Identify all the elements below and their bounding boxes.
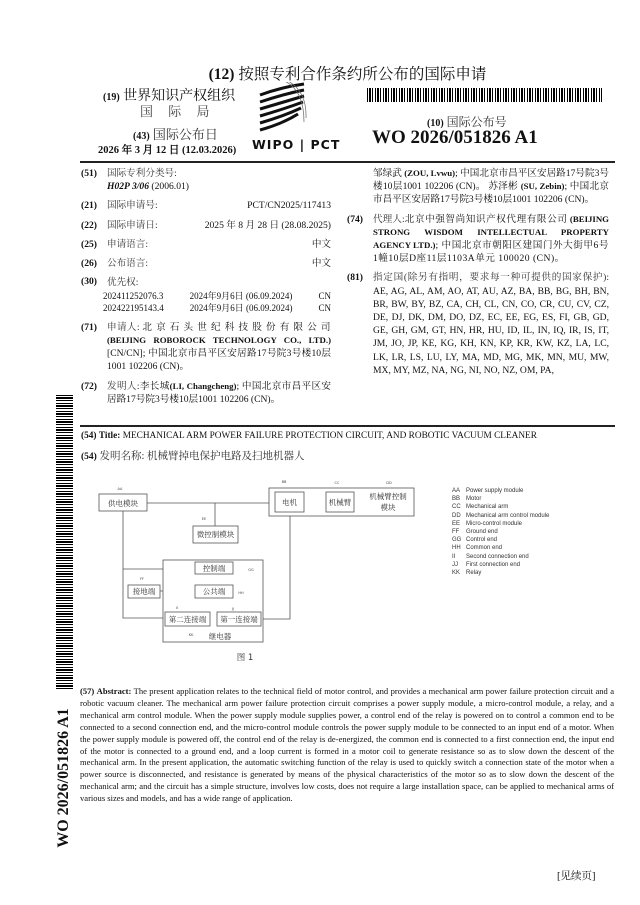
code-label: FF — [139, 577, 145, 581]
second-end-label: 第二连接端 — [168, 615, 207, 624]
code-label: AA — [117, 487, 123, 491]
field-21 — [81, 199, 331, 212]
title-en — [81, 431, 537, 441]
priority-country: CN — [318, 290, 331, 301]
legend-item: GG Control end — [452, 537, 498, 544]
applicant-address: [CN/CN]; 中国北京市昌平区安居路17号院3号楼10层1001 102206 (CN)。 — [107, 348, 331, 373]
inventor-address: ; 中国北京市昌平区安居路17号院3号楼10层1001 102206 (CN)。 — [373, 168, 609, 193]
code-label: JJ — [231, 607, 235, 611]
field-number: (74) — [347, 213, 363, 225]
designated-states: AE, AG, AL, AM, AO, AT, AU, AZ, BA, BB, BG, BH, BN, BR, BW, BY, BZ, CA, CH, CL, CN, CO, CR, CU, CV, CZ, DE, DJ, DK, DM, DO, DZ, EC, EE, EG, ES, FI, GB, GD, GE, GH, GM, GT, HN, HR, HU, ID, IL, IN, IQ, IR, IS, IT, JM, JO, JP, KE, KG, KH, KN, KP, KR, KW, KZ, LA, LC, LK, LR, LS, LU, LY, MA, MD, MG, MK, MN, MU, MW, MX, MY, MZ, NA, NG, NI, NO, NZ, OM, PA, — [373, 285, 609, 376]
inventor-address: ; 中国北京市昌平区安居路17号院3号楼10层1001 102206 (CN)。 — [107, 380, 331, 405]
priority-date: 2024年9月6日 (06.09.2024) — [189, 290, 293, 301]
priority-row — [103, 302, 331, 315]
figure-legend — [452, 487, 549, 577]
bureau: 国 际 局 — [140, 104, 216, 119]
priority-number: 202411252076.3 — [103, 290, 164, 301]
field-number: (43) — [133, 131, 150, 142]
agent-address: ; 中国北京市朝阳区建国门外大街甲6号1幢10层D座11层1103A单元 100020 (CN)。 — [373, 240, 609, 265]
priority-country: CN — [318, 303, 331, 314]
field-number: (19) — [103, 92, 120, 103]
label: 国际公布号 — [446, 115, 507, 129]
label: 国际申请号: — [107, 200, 158, 212]
document-type: 按照专利合作条约所公布的国际申请 — [238, 66, 487, 83]
circuit-diagram — [80, 475, 440, 665]
field-number: (10) — [427, 118, 444, 129]
biblio-right-column — [347, 167, 609, 383]
label: 优先权: — [107, 277, 139, 289]
field-number: (54) — [81, 431, 97, 441]
field-30 — [81, 276, 331, 315]
legend-item: II Second connection end — [452, 553, 529, 560]
field-81 — [347, 271, 609, 377]
applicant-name-cn: 北 京 石 头 世 纪 科 技 股 份 有 限 公 司 — [142, 321, 331, 333]
pub-date: 2026 年 3 月 12 日 (12.03.2026) — [98, 145, 237, 156]
application-number: PCT/CN2025/117413 — [247, 200, 331, 212]
legend-item: CC Mechanical arm — [452, 504, 509, 511]
label: 申请人: — [107, 321, 140, 333]
field-number: (21) — [81, 200, 97, 212]
code-label: CC — [334, 481, 340, 485]
abstract-text: The present application relates to the technical field of motor control, and provides a mechanical arm power failure protection circuit and a robotic vacuum cleaner. The mechanical arm power failure protection circuit comprises a power supply module, a micro-control module, a relay, and a mechanical arm control module. When the power supply module supplies power, a control end of the relay is powered on to control a common end to be connected to a second connection end, and the micro-control module controls the power supply module to be connected to an input end of a motor. When the power supply module is powered off, the control end of the relay is de-energized, the common end is connected to a first connection end, the input end of the motor is connected to a ground end, and a loop current is formed in a motor coil to generate resistance so as to slow down the descent of the mechanical arm. In the present application, the automatic switching function of the relay is used to quickly switch a connection state of the motor when a power source is disconnected, and resistance is generated by means of the physical characteristics of the motor so as to slow down the descent of the mechanical arm; and the circuit has a simple structure, involves low costs, does not require a large installation space, can be applied to mechanical arms of various sizes and models, and has a wide range of application. — [80, 686, 615, 804]
field-72-continued — [347, 167, 609, 207]
field-74 — [347, 213, 609, 266]
field-number: (22) — [81, 219, 97, 231]
legend-item: JJ First connection end — [452, 561, 521, 568]
inventor-name-en: (SU, Zebin) — [520, 181, 565, 192]
abstract — [80, 686, 614, 805]
legend-item: BB Motor — [452, 496, 482, 503]
field-26 — [81, 257, 331, 270]
field-number: (72) — [81, 380, 97, 392]
label: 公布语言: — [107, 258, 149, 270]
field-number: (81) — [347, 272, 363, 284]
relay-label: 继电器 — [208, 632, 232, 641]
first-end-label: 第一连接端 — [220, 615, 258, 624]
applicant-name-en: (BEIJING ROBOROCK TECHNOLOGY CO., LTD.) — [107, 334, 331, 345]
control-end-label: 控制端 — [202, 564, 226, 573]
side-barcode — [56, 395, 73, 690]
label: Title: — [98, 431, 121, 441]
power-supply-label: 供电模块 — [108, 499, 138, 508]
wire — [261, 512, 290, 619]
field-number: (71) — [81, 321, 97, 333]
legend-item: FF Ground end — [452, 529, 498, 536]
wire — [123, 511, 165, 618]
legend-item: EE Micro-control module — [452, 520, 523, 527]
motor-label: 电机 — [282, 498, 297, 507]
field-number: (57) — [80, 686, 95, 696]
priority-date: 2024年9月6日 (06.09.2024) — [189, 303, 293, 314]
field-72 — [81, 380, 331, 406]
side-pub-no-text: WO 2026/051826 A1 — [55, 708, 72, 848]
pub-date-label — [133, 124, 218, 143]
agent-name-en: (BEIJING STRONG WISDOM INTELLECTUAL PROPERTY AGENCY LTD.) — [373, 213, 610, 251]
legend-item: DD Mechanical arm control module — [452, 512, 550, 519]
code-label: BB — [281, 480, 287, 484]
ipc-version: (2006.01) — [149, 181, 189, 193]
common-end-label: 公共端 — [202, 587, 226, 596]
code-label: GG — [248, 568, 254, 572]
wipo-pct-logo-text: WIPO | PCT — [252, 137, 341, 152]
inventor-name-cn: 李长城 — [139, 380, 170, 392]
field-number: (25) — [81, 238, 97, 250]
inventor-address: ; 中国北京市昌平区安居路17号院3号楼10层1001 102206 (CN)。 — [373, 181, 609, 206]
publication-number: WO 2026/051826 A1 — [372, 127, 538, 148]
legend-item: HH Common end — [452, 545, 503, 552]
priority-row — [103, 290, 331, 303]
arm-control-label: 机械臂控制 — [369, 492, 407, 501]
publication-language: 中文 — [311, 258, 331, 270]
inventor-name-en: (ZOU, Lvwu) — [404, 168, 456, 178]
biblio-left-column — [81, 167, 331, 412]
field-number: (51) — [81, 168, 97, 179]
arm-label: 机械臂 — [328, 498, 352, 507]
label: 指定国(除另有指明，要求每一种可提供的国家保护): — [373, 272, 609, 284]
barcode — [367, 88, 602, 102]
field-71 — [81, 321, 331, 374]
label: 申请语言: — [107, 238, 149, 250]
inventor-name-cn: 苏泽彬 — [488, 181, 519, 193]
filing-date: 2025 年 8 月 28 日 (28.08.2025) — [204, 219, 331, 231]
legend-item: AA Power supply module — [452, 488, 524, 494]
code-label: EE — [201, 517, 207, 521]
title-text: MECHANICAL ARM POWER FAILURE PROTECTION CIRCUIT, AND ROBOTIC VACUUM CLEANER — [122, 431, 537, 441]
field-number: (26) — [81, 258, 97, 270]
field-number: (54) — [81, 452, 97, 462]
organization-name: 世界知识产权组织 — [123, 89, 236, 104]
field-51 — [81, 167, 331, 193]
code-label: DD — [386, 481, 392, 485]
title-cn — [81, 448, 305, 463]
filing-language: 中文 — [311, 238, 331, 250]
divider — [80, 425, 615, 427]
label: 发明人: — [107, 380, 140, 392]
agent-name-cn: 北京中强智尚知识产权代理有限公司 — [404, 213, 568, 225]
inventor-name-en: (LI, Changcheng) — [169, 380, 237, 391]
figure-caption: 图 1 — [236, 653, 254, 663]
inventor-name-cn: 邹绿武 — [373, 168, 402, 179]
code-label: KK — [188, 633, 194, 637]
code-label: HH — [238, 591, 244, 595]
field-number: (12) — [208, 66, 235, 83]
mcu-label: 微控制模块 — [196, 530, 235, 539]
label: Abstract: — [96, 686, 132, 696]
field-25 — [81, 238, 331, 251]
priority-number: 202422195143.4 — [103, 303, 164, 314]
legend-item: KK Relay — [452, 570, 482, 577]
label: 发明名称: — [99, 451, 145, 462]
ipc-class: H02P 3/06 — [107, 181, 150, 193]
label: 国际公布日 — [152, 127, 218, 142]
divider — [80, 161, 615, 163]
side-publication-number — [54, 700, 74, 856]
label: 国际申请日: — [107, 219, 158, 231]
field-22 — [81, 219, 331, 232]
continued-on-next-page: [见续页] — [557, 871, 596, 882]
code-label: II — [175, 606, 179, 610]
ground-end-label: 接地端 — [132, 587, 156, 596]
arm-control-label: 模块 — [380, 503, 396, 512]
title-text: 机械臂掉电保护电路及扫地机器人 — [147, 451, 305, 462]
label: 代理人: — [373, 213, 405, 225]
document-type-heading — [0, 62, 640, 84]
field-number: (30) — [81, 276, 97, 288]
label: 国际专利分类号: — [107, 168, 177, 179]
